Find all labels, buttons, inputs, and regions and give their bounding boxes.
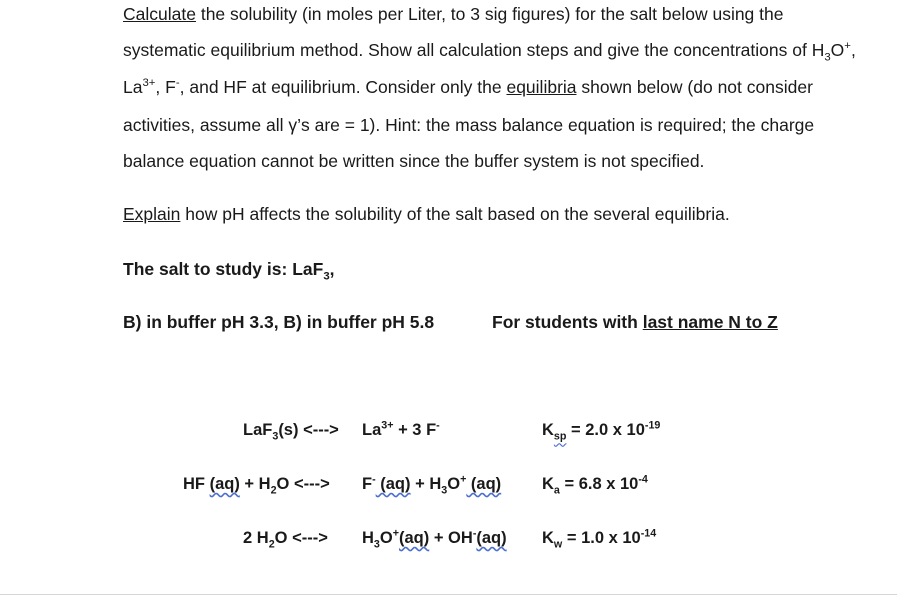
eq-text: (aq) [375, 475, 411, 493]
eq-text: K [542, 475, 554, 493]
eq-text: = 1.0 x 10 [562, 529, 641, 547]
eq-text: LaF [243, 421, 273, 439]
explain-line [123, 203, 730, 225]
superscript: + [844, 40, 851, 53]
question-line-1 [123, 3, 783, 25]
eq-text: + H [239, 475, 271, 493]
salt-text-b: , [329, 259, 335, 279]
eq-text: = 6.8 x 10 [559, 475, 639, 493]
eq-text: F [362, 475, 373, 493]
eq3-constant [542, 527, 656, 549]
subscript: w [553, 538, 563, 551]
explain-text: how pH affects the solubility of the salt based on the several equilibria. [180, 204, 730, 224]
line-2-text: systematic equilibrium method. Show all calculation steps and give the concentrations of H [123, 40, 825, 60]
eq-text: K [542, 529, 554, 547]
question-line-5 [123, 150, 704, 172]
eq-text: (aq) [399, 529, 430, 547]
superscript: - [372, 473, 376, 486]
student-group-text: For students with [492, 312, 643, 332]
subscript: 2 [268, 538, 275, 551]
superscript: -14 [640, 527, 657, 540]
eq-text: K [542, 421, 554, 439]
superscript: -19 [644, 419, 661, 432]
superscript: -4 [638, 473, 648, 486]
equilibria-keyword: equilibria [506, 77, 577, 97]
superscript: + [460, 473, 467, 486]
subscript: 3 [373, 538, 380, 551]
eq2-reactants [183, 473, 330, 495]
eq-text: = 2.0 x 10 [566, 421, 645, 439]
subscript: 3 [824, 51, 831, 64]
subscript: a [553, 484, 560, 497]
subscript: 3 [441, 484, 448, 497]
question-line-4 [123, 114, 814, 136]
subscript: 3 [272, 430, 279, 443]
student-group-line [492, 311, 778, 333]
eq-text: H [362, 529, 374, 547]
eq-text: + 3 F [393, 421, 437, 439]
buffer-text: B) in buffer pH 3.3, B) in buffer pH 5.8 [123, 312, 435, 332]
salt-line [123, 258, 335, 283]
eq-text: La [362, 421, 382, 439]
line-5-text: balance equation cannot be written since the buffer system is not specified. [123, 151, 705, 171]
eq-text: + H [410, 475, 442, 493]
eq-text: O <---> [276, 475, 330, 493]
question-line-2 [123, 39, 856, 64]
eq3-reactants [243, 527, 328, 549]
line-1-text: the solubility (in moles per Liter, to 3 sig figures) for the salt below using the [195, 4, 784, 24]
superscript: - [436, 419, 440, 432]
eq-text: (aq) [476, 529, 507, 547]
eq-text: HF [183, 475, 210, 493]
superscript: 3+ [381, 419, 394, 432]
student-group-range: last name N to Z [642, 312, 778, 332]
line-3-text-b: , F [155, 77, 176, 97]
eq2-constant [542, 473, 648, 495]
eq-text: (s) <---> [278, 421, 339, 439]
superscript: - [175, 77, 180, 90]
line-3-text-c: , and HF at equilibrium. Consider only the [179, 77, 507, 97]
eq-text: 2 H [243, 529, 269, 547]
question-line-3 [123, 76, 813, 98]
eq1-constant [542, 419, 660, 441]
line-3-text: La [123, 77, 143, 97]
eq1-products [362, 419, 440, 441]
buffer-line [123, 311, 434, 333]
superscript: 3+ [142, 77, 156, 90]
eq-text: O [379, 529, 393, 547]
superscript: - [472, 527, 477, 540]
eq1-reactants [243, 419, 339, 441]
eq-text: O <---> [274, 529, 328, 547]
line-2-text-b: O [830, 40, 845, 60]
line-3-text-d: shown below (do not consider [576, 77, 813, 97]
superscript: + [392, 527, 399, 540]
subscript: 2 [270, 484, 277, 497]
subscript: sp [553, 430, 567, 443]
eq-text: + OH [429, 529, 473, 547]
eq-text: (aq) [466, 475, 502, 493]
eq-text: O [447, 475, 461, 493]
explain-keyword: Explain [123, 204, 181, 224]
eq3-products [362, 527, 507, 549]
calculate-keyword: Calculate [123, 4, 196, 24]
salt-text: The salt to study is: LaF [123, 259, 324, 279]
line-2-text-c: , [850, 40, 856, 60]
eq2-products [362, 473, 501, 495]
line-4-text: activities, assume all γ’s are = 1). Hint: the mass balance equation is required; the charge [123, 115, 815, 135]
eq-text: (aq) [209, 475, 240, 493]
subscript: 3 [323, 270, 330, 283]
